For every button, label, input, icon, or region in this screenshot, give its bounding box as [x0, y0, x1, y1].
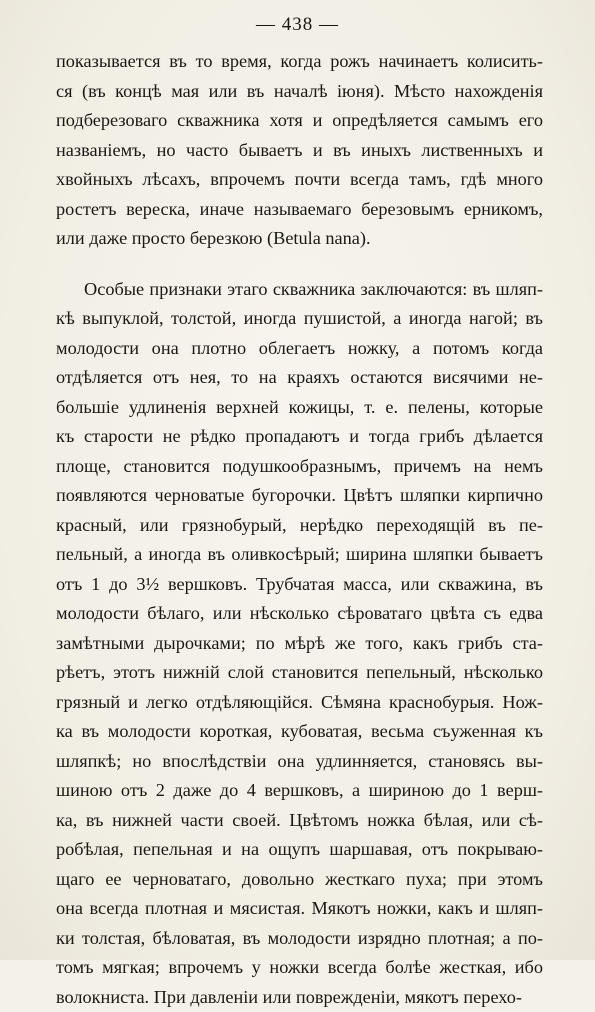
text-line: кѣ выпуклой, толстой, иногда пушистой, а иногда нагой; въ	[56, 304, 543, 334]
text-line: она всегда плотная и мясистая. Мякотъ ножки, какъ и шляп-	[56, 894, 543, 924]
text-line: томъ мягкая; впрочемъ у ножки всегда болѣе жесткая, ибо	[56, 953, 543, 983]
text-line: грязный и легко отдѣляющійся. Сѣмяна краснобурыя. Нож-	[56, 688, 543, 718]
page-number: — 438 —	[0, 14, 595, 36]
text-line: къ старости не рѣдко пропадаютъ и тогда грибъ дѣлается	[56, 422, 543, 452]
text-line: шиною отъ 2 даже до 4 вершковъ, а шириною до 1 верш-	[56, 776, 543, 806]
paragraph-2	[56, 275, 543, 1012]
text-line: шляпкѣ; но впослѣдствіи она удлинняется, становясь вы-	[56, 747, 543, 777]
text-line: названіемъ, но часто бываетъ и въ иныхъ лиственныхъ и	[56, 136, 543, 166]
text-line: отдѣляется отъ нея, то на краяхъ остаются висячими не-	[56, 363, 543, 393]
text-line: ся (въ концѣ мая или въ началѣ іюня). Мѣсто нахожденія	[56, 77, 543, 107]
text-line: большіе удлиненія верхней кожицы, т. е. пелены, которые	[56, 393, 543, 423]
text-line: рѣетъ, этотъ нижній слой становится пепельный, нѣсколько	[56, 658, 543, 688]
text-line: появляются черноватые бугорочки. Цвѣтъ шляпки кирпично	[56, 481, 543, 511]
text-line: площе, становится подушкообразнымъ, причемъ на немъ	[56, 452, 543, 482]
text-line: молодости она плотно облегаетъ ножку, а потомъ когда	[56, 334, 543, 364]
text-line: молодости бѣлаго, или нѣсколько сѣроватаго цвѣта съ едва	[56, 599, 543, 629]
body-text	[56, 47, 543, 1012]
text-line: красный, или грязнобурый, нерѣдко переходящій въ пе-	[56, 511, 543, 541]
text-line: ка въ молодости короткая, кубоватая, весьма съуженная къ	[56, 717, 543, 747]
text-line: ка, въ нижней части своей. Цвѣтомъ ножка бѣлая, или сѣ-	[56, 806, 543, 836]
text-line: отъ 1 до 3½ вершковъ. Трубчатая масса, или скважина, въ	[56, 570, 543, 600]
text-line: пельный, а иногда въ оливкосѣрый; ширина шляпки бываетъ	[56, 540, 543, 570]
text-line: ки толстая, бѣловатая, въ молодости изрядно плотная; а по-	[56, 924, 543, 954]
paragraph-gap	[56, 254, 543, 275]
text-line: или даже просто березкою (Betula nana).	[56, 224, 543, 254]
text-line: хвойныхъ лѣсахъ, впрочемъ почти всегда тамъ, гдѣ много	[56, 165, 543, 195]
text-line: щаго ее черноватаго, довольно жесткаго пуха; при этомъ	[56, 865, 543, 895]
text-line: замѣтными дырочками; по мѣрѣ же того, какъ грибъ ста-	[56, 629, 543, 659]
text-line: показывается въ то время, когда рожъ начинаетъ колисить-	[56, 47, 543, 77]
text-line: ростетъ вереска, иначе называемаго березовымъ ерникомъ,	[56, 195, 543, 225]
text-line: подберезоваго скважника хотя и опредѣляется самымъ его	[56, 106, 543, 136]
text-line: робѣлая, пепельная и на ощупъ шаршавая, отъ покрываю-	[56, 835, 543, 865]
text-line: волокниста. При давленіи или поврежденіи, мякотъ перехо-	[56, 983, 543, 1012]
paragraph-1	[56, 47, 543, 254]
text-line: Особые признаки этаго скважника заключаются: въ шляп-	[56, 275, 543, 305]
